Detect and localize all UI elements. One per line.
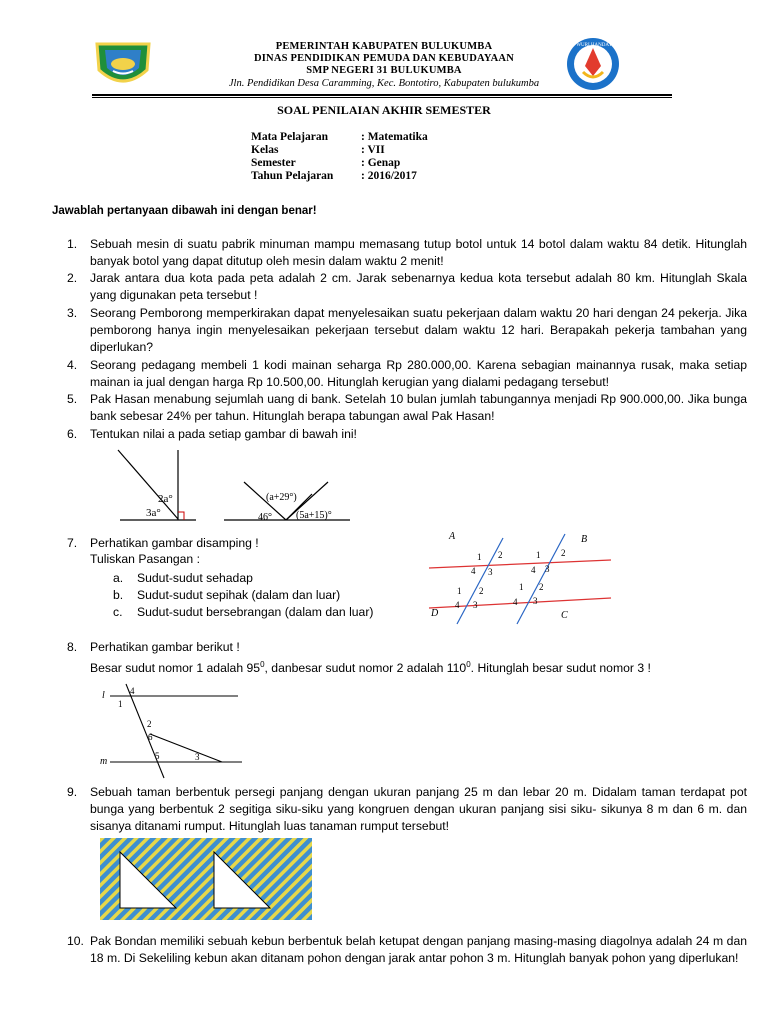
angle-label: 2a° xyxy=(158,493,173,505)
svg-text:1: 1 xyxy=(457,586,462,596)
angle-label: 3a° xyxy=(146,507,161,519)
q7-item-text: Sudut-sudut sehadap xyxy=(137,571,253,585)
angle-label: (5a+15)° xyxy=(296,510,332,521)
svg-text:2: 2 xyxy=(561,548,566,558)
question-6-figure xyxy=(110,446,370,528)
q7-item-marker: c. xyxy=(113,605,123,619)
svg-text:1: 1 xyxy=(118,699,123,709)
svg-text:1: 1 xyxy=(519,582,524,592)
header-line-3: SMP NEGERI 31 BULUKUMBA xyxy=(306,65,462,76)
svg-text:TUT WURI HANDAYANI: TUT WURI HANDAYANI xyxy=(565,43,621,48)
q7-item-marker: b. xyxy=(113,588,124,602)
garden-figure xyxy=(100,838,312,920)
svg-text:6: 6 xyxy=(148,732,153,742)
q7-item-text: Sudut-sudut sepihak (dalam dan luar) xyxy=(137,588,341,602)
svg-text:2: 2 xyxy=(498,550,503,560)
q7-item-text: Sudut-sudut bersebrangan (dalam dan luar) xyxy=(137,605,374,619)
svg-text:3: 3 xyxy=(473,600,478,610)
page-title: SOAL PENILAIAN AKHIR SEMESTER xyxy=(277,103,491,117)
q7-intro: Tuliskan Pasangan : xyxy=(90,552,200,566)
svg-text:2: 2 xyxy=(479,586,484,596)
svg-text:3: 3 xyxy=(545,564,550,574)
svg-text:4: 4 xyxy=(513,597,518,607)
header-divider-thin xyxy=(92,97,672,98)
svg-text:3: 3 xyxy=(195,752,200,762)
svg-text:1: 1 xyxy=(477,552,482,562)
svg-text:4: 4 xyxy=(130,686,135,696)
angle-label: (a+29°) xyxy=(266,492,297,503)
header-line-2: DINAS PENDIDIKAN PEMUDA DAN KEBUDAYAAN xyxy=(253,53,514,64)
q7-item-marker: a. xyxy=(113,571,124,585)
svg-text:5: 5 xyxy=(155,751,160,761)
instruction: Jawablah pertanyaan dibawah ini dengan benar! xyxy=(52,205,317,217)
svg-text:D: D xyxy=(431,608,439,619)
svg-text:3: 3 xyxy=(488,567,493,577)
svg-text:2: 2 xyxy=(539,582,544,592)
question-7-figure xyxy=(425,528,615,630)
svg-text:A: A xyxy=(449,531,456,542)
svg-text:1: 1 xyxy=(536,550,541,560)
svg-text:4: 4 xyxy=(455,600,460,610)
svg-text:3: 3 xyxy=(533,596,538,606)
header-divider-thick xyxy=(92,94,672,96)
svg-text:l: l xyxy=(102,690,105,701)
svg-text:B: B xyxy=(581,534,588,545)
header-line-1: PEMERINTAH KABUPATEN BULUKUMBA xyxy=(275,41,493,52)
svg-text:4: 4 xyxy=(471,566,476,576)
angle-label: 46° xyxy=(258,512,272,523)
header-address: Jln. Pendidikan Desa Caramming, Kec. Bontotiro, Kabupaten bulukumba xyxy=(228,78,540,89)
svg-text:C: C xyxy=(561,610,568,621)
svg-text:4: 4 xyxy=(531,565,536,575)
svg-text:2: 2 xyxy=(147,719,152,729)
question-8-detail: Besar sudut nomor 1 adalah $95^0$, danbesar sudut nomor 2 adalah $110^0$. Hitunglah besar sudut nomor 3 ! xyxy=(90,660,651,676)
svg-text:m: m xyxy=(100,756,108,767)
question-8-figure xyxy=(98,682,248,782)
